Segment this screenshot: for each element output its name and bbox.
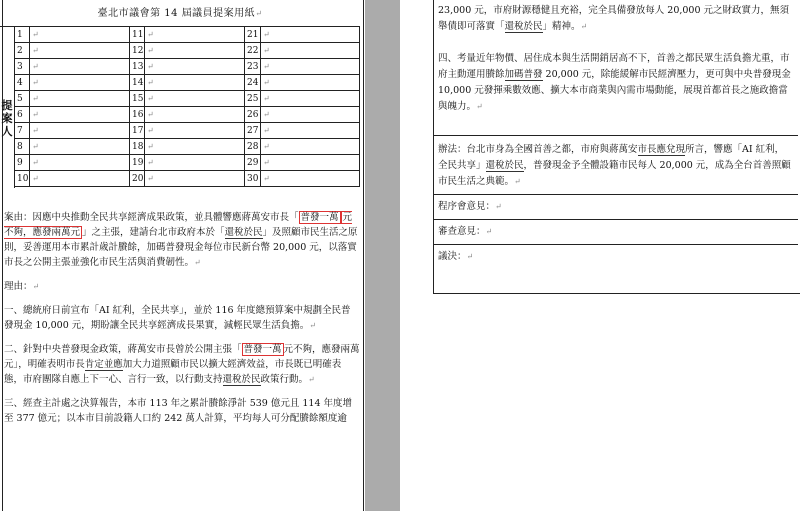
page-gap bbox=[365, 0, 400, 511]
reason-label: 理由：↵ bbox=[4, 281, 40, 292]
slot-number: 20 bbox=[130, 171, 145, 187]
slot-number: 12 bbox=[130, 43, 145, 59]
reason-item-3: 三、經查主計處之決算報告，本市 113 年之累計賸餘淨計 539 億元且 114 年度增至 377 億元；以本市目前設籍人口約 242 萬人計算，平均每人可分配賸餘額度逾 bbox=[4, 398, 353, 424]
right-body bbox=[438, 3, 793, 265]
slot-number: 16 bbox=[130, 107, 145, 123]
proposer-grid-row bbox=[15, 155, 360, 171]
proposer-grid-row bbox=[15, 139, 360, 155]
signature-cell[interactable]: ↵ bbox=[30, 59, 130, 75]
signature-cell[interactable]: ↵ bbox=[261, 27, 360, 43]
slot-number: 25 bbox=[245, 91, 261, 107]
signature-cell[interactable]: ↵ bbox=[145, 139, 245, 155]
slot-number: 9 bbox=[15, 155, 30, 171]
procedure-opinion-label: 程序會意見：↵ bbox=[438, 201, 502, 212]
slot-number: 23 bbox=[245, 59, 261, 75]
slot-number: 7 bbox=[15, 123, 30, 139]
slot-number: 24 bbox=[245, 75, 261, 91]
slot-number: 18 bbox=[130, 139, 145, 155]
reason-item-3-cont: 23,000 元，市府財源穩健且充裕，完全具備發放每人 20,000 元之財政實力，無須舉債即可落實「還稅於民」精神。↵ bbox=[438, 5, 790, 32]
slot-number: 28 bbox=[245, 139, 261, 155]
form-title: 臺北市議會第 14 屆議員提案用紙↵ bbox=[97, 8, 263, 19]
signature-cell[interactable]: ↵ bbox=[145, 43, 245, 59]
signature-cell[interactable]: ↵ bbox=[30, 75, 130, 91]
signature-cell[interactable]: ↵ bbox=[261, 75, 360, 91]
proposer-label: 提案人 bbox=[1, 99, 13, 138]
proposer-grid-row bbox=[15, 59, 360, 75]
signature-cell[interactable]: ↵ bbox=[261, 139, 360, 155]
slot-number: 22 bbox=[245, 43, 261, 59]
slot-number: 15 bbox=[130, 91, 145, 107]
signature-cell[interactable]: ↵ bbox=[145, 171, 245, 187]
reason-item-1: 一、總統府日前宣布「AI 紅利，全民共享」，並於 116 年度總預算案中規劃全民普發現金 10,000 元，期盼讓全民共享經濟成長果實，減輕民眾生活負擔。↵ bbox=[4, 305, 351, 331]
case-paragraph: 案由：因應中央推動全民共享經濟成果政策，並具體響應蔣萬安市長「 普發一萬 元不夠，應發兩萬元 」之主張，建請台北市政府本於「還稅於民」及照顧市民生活之原則，妥善運用本市累計歲計賸餘，加碼普發現金每位市民新台幣 20,000 元，以落實市長之公開主張並強化市民生活與消費韌性。↵ bbox=[4, 212, 358, 268]
slot-number: 11 bbox=[130, 27, 145, 43]
resolution-paragraph: 辦法：台北市身為全國首善之都，市府與蔣萬安市長應兌現所言，響應「AI 紅利，全民共享」還稅於民，普發現金予全體設籍市民每人 20,000 元，成為全台首善照顧市民生活之典範。↵ bbox=[438, 144, 791, 187]
slot-number: 3 bbox=[15, 59, 30, 75]
signature-cell[interactable]: ↵ bbox=[261, 107, 360, 123]
proposer-grid-row bbox=[15, 107, 360, 123]
proposer-label-cell bbox=[0, 26, 15, 188]
slot-number: 17 bbox=[130, 123, 145, 139]
review-opinion-label: 審查意見：↵ bbox=[438, 226, 493, 237]
signature-cell[interactable]: ↵ bbox=[30, 155, 130, 171]
proposer-grid-row bbox=[15, 91, 360, 107]
signature-cell[interactable]: ↵ bbox=[30, 139, 130, 155]
signature-cell[interactable]: ↵ bbox=[30, 27, 130, 43]
document-page-right bbox=[400, 0, 800, 511]
slot-number: 29 bbox=[245, 155, 261, 171]
slot-number: 21 bbox=[245, 27, 261, 43]
signature-cell[interactable]: ↵ bbox=[261, 91, 360, 107]
proposer-grid-row bbox=[15, 43, 360, 59]
slot-number: 6 bbox=[15, 107, 30, 123]
signature-cell[interactable]: ↵ bbox=[30, 91, 130, 107]
proposer-grid-row bbox=[15, 123, 360, 139]
slot-number: 10 bbox=[15, 171, 30, 187]
document-page-left bbox=[0, 0, 365, 511]
signature-cell[interactable]: ↵ bbox=[261, 123, 360, 139]
left-body bbox=[4, 210, 360, 435]
reason-item-4: 四、考量近年物價、居住成本與生活開銷居高不下，首善之都民眾生活負擔尤重，市府主動運用賸餘加碼普發 20,000 元，除能緩解市民經濟壓力，更可與中央普發現金 10,000 元發揮乘數效應、擴大本市商業與內需市場動能，展現首都首長之施政擔當與魄力。↵ bbox=[438, 53, 791, 112]
decision-label: 議決：↵ bbox=[438, 251, 474, 262]
proposer-grid bbox=[14, 26, 360, 187]
signature-cell[interactable]: ↵ bbox=[145, 27, 245, 43]
underlined-phrase: 還稅於民 bbox=[224, 227, 263, 238]
proposer-grid-row bbox=[15, 27, 360, 43]
slot-number: 14 bbox=[130, 75, 145, 91]
highlight-phrase: 普發一萬 bbox=[300, 212, 339, 223]
slot-number: 30 bbox=[245, 171, 261, 187]
signature-cell[interactable]: ↵ bbox=[261, 43, 360, 59]
signature-cell[interactable]: ↵ bbox=[261, 171, 360, 187]
slot-number: 2 bbox=[15, 43, 30, 59]
signature-cell[interactable]: ↵ bbox=[30, 107, 130, 123]
proposer-grid-row bbox=[15, 171, 360, 187]
slot-number: 8 bbox=[15, 139, 30, 155]
slot-number: 26 bbox=[245, 107, 261, 123]
slot-number: 13 bbox=[130, 59, 145, 75]
signature-cell[interactable]: ↵ bbox=[145, 123, 245, 139]
slot-number: 4 bbox=[15, 75, 30, 91]
slot-number: 5 bbox=[15, 91, 30, 107]
signature-cell[interactable]: ↵ bbox=[30, 171, 130, 187]
signature-cell[interactable]: ↵ bbox=[261, 59, 360, 75]
signature-cell[interactable]: ↵ bbox=[145, 155, 245, 171]
signature-cell[interactable]: ↵ bbox=[30, 43, 130, 59]
slot-number: 1 bbox=[15, 27, 30, 43]
resolution-label: 辦法： bbox=[438, 144, 467, 155]
signature-cell[interactable]: ↵ bbox=[145, 59, 245, 75]
signature-cell[interactable]: ↵ bbox=[261, 155, 360, 171]
signature-cell[interactable]: ↵ bbox=[30, 123, 130, 139]
signature-cell[interactable]: ↵ bbox=[145, 107, 245, 123]
case-label: 案由： bbox=[4, 212, 33, 223]
signature-cell[interactable]: ↵ bbox=[145, 75, 245, 91]
slot-number: 27 bbox=[245, 123, 261, 139]
reason-item-2: 二、針對中央普發現金政策，蔣萬安市長曾於公開主張「 普發一萬 元不夠，應發兩萬元」，明確表明市長肯定並應加大力道照顧市民以擴大經濟效益，市長既已明確表態，市府團隊自應上下一心、言行一致，以行動支持還稅於民政策行動。↵ bbox=[4, 344, 360, 385]
signature-cell[interactable]: ↵ bbox=[145, 91, 245, 107]
slot-number: 19 bbox=[130, 155, 145, 171]
proposer-grid-row bbox=[15, 75, 360, 91]
